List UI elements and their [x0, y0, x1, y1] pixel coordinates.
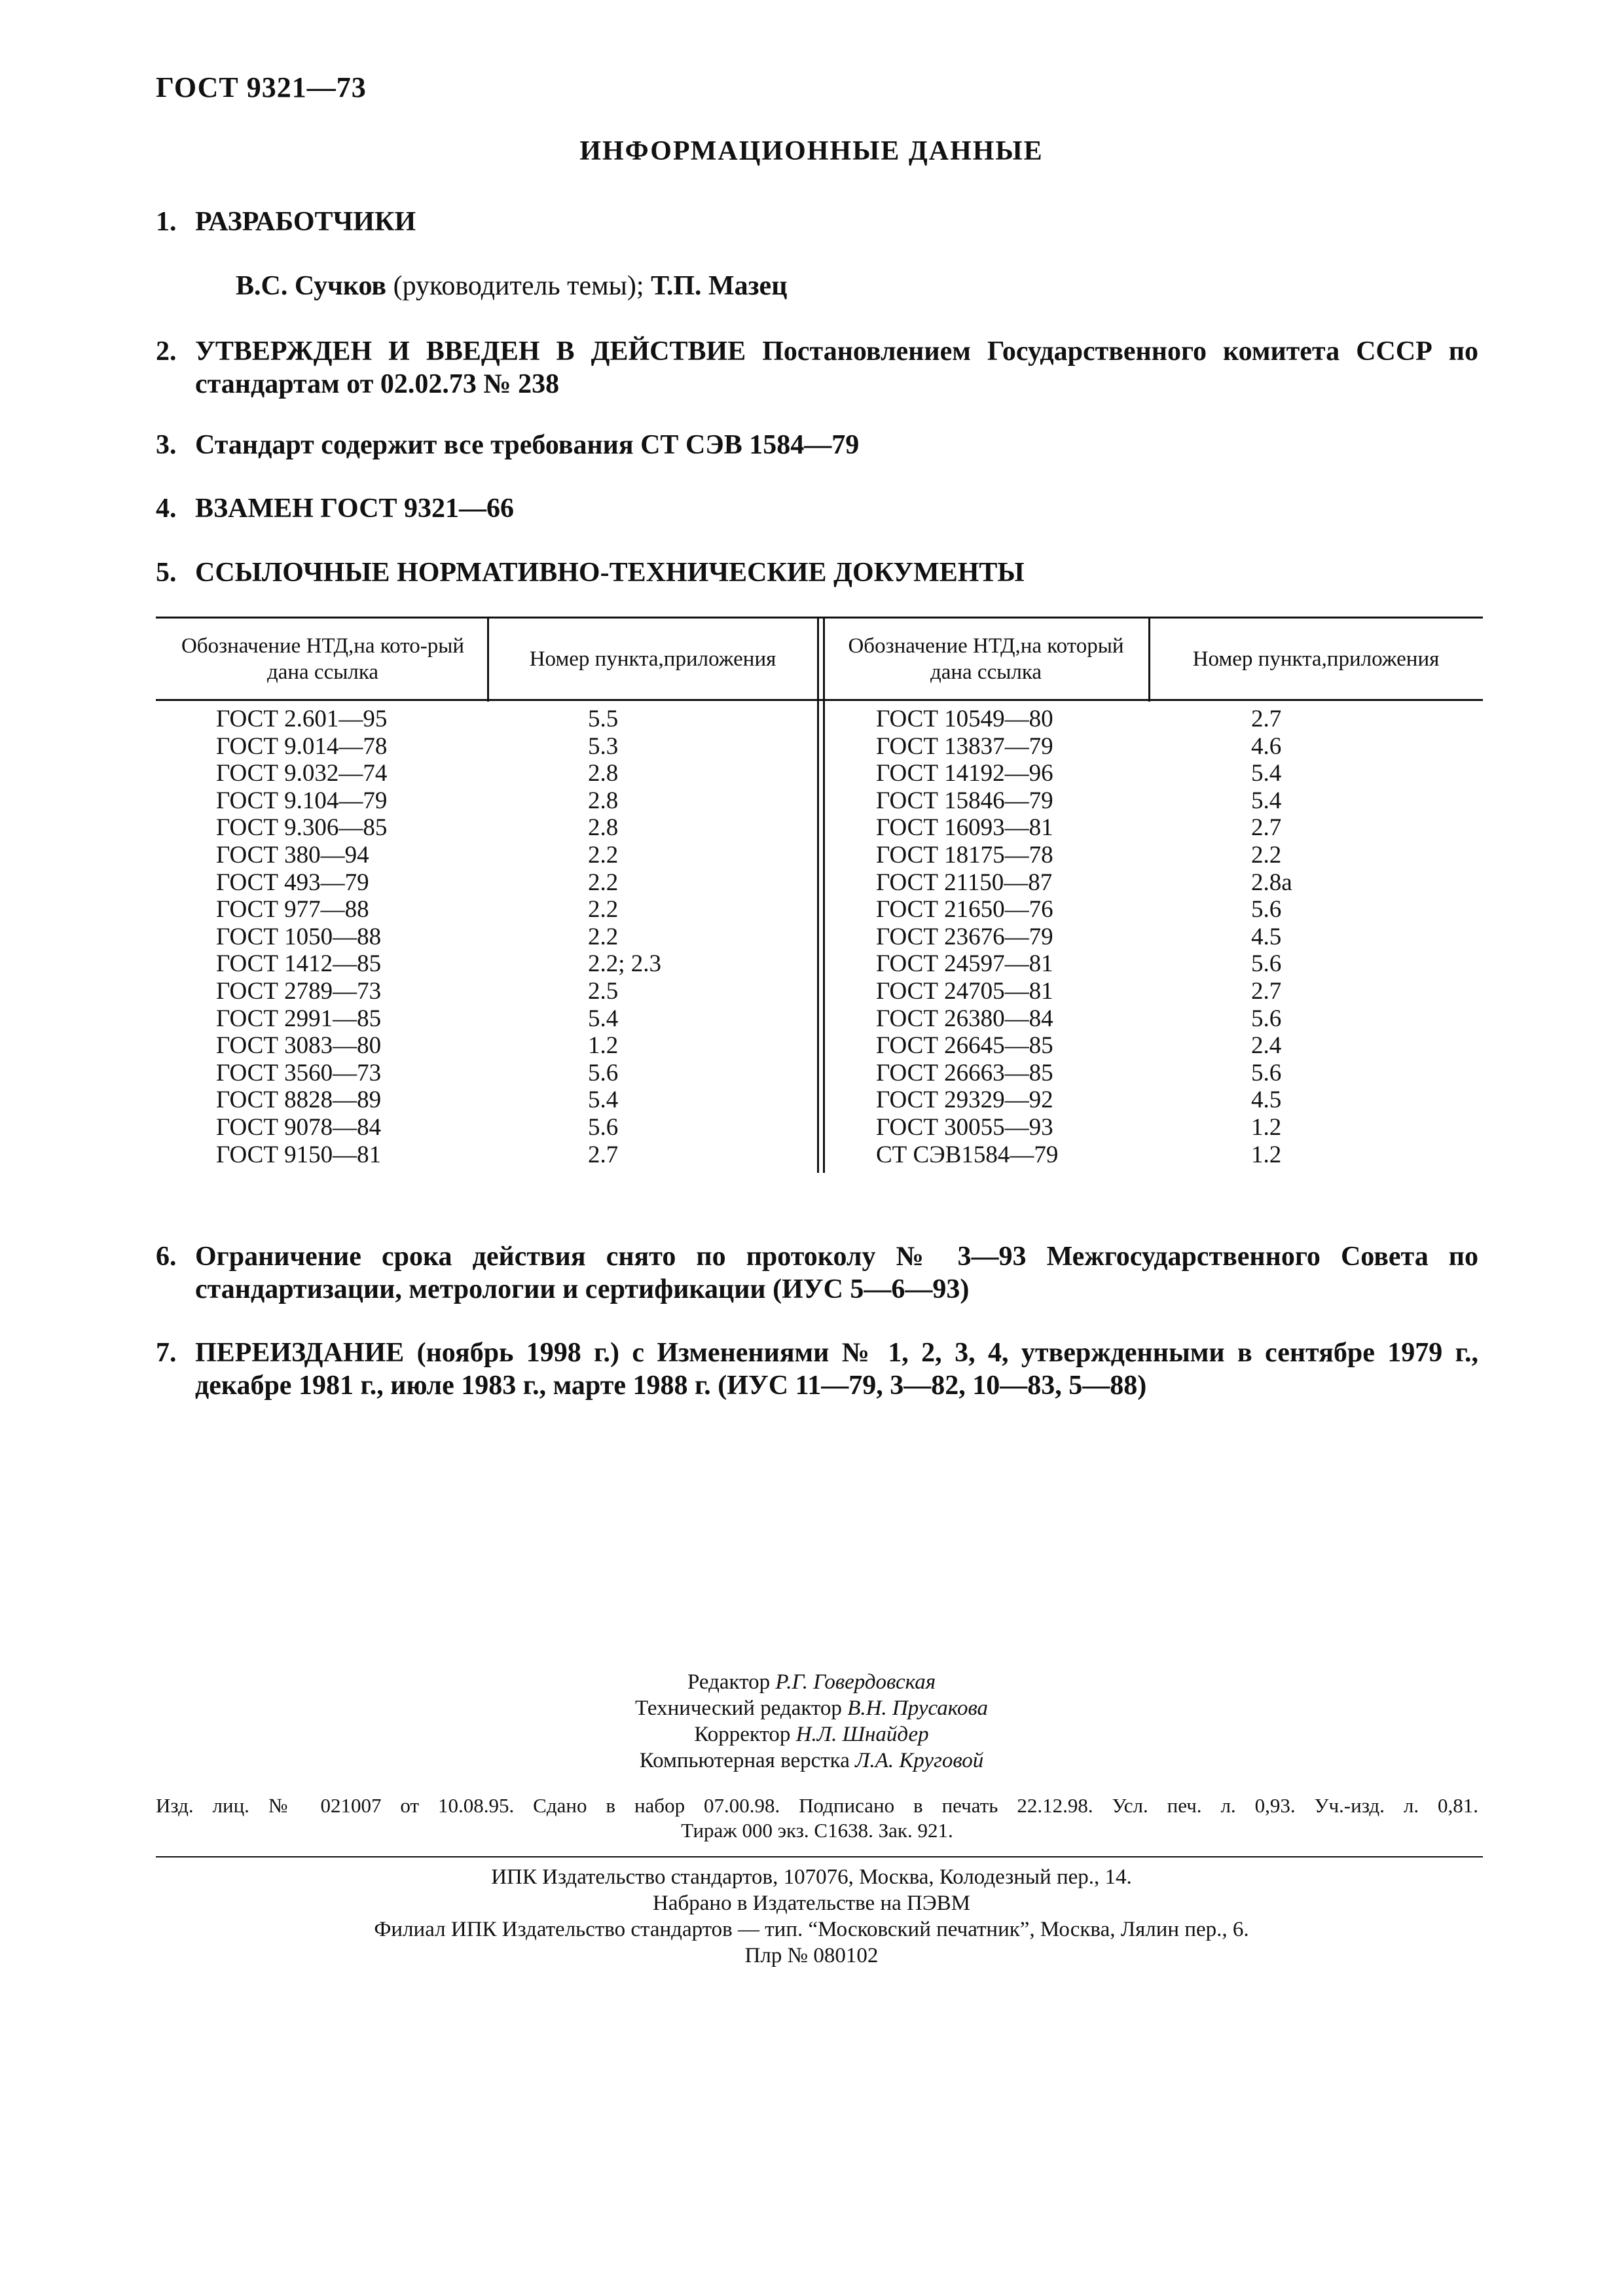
publisher-line: Плр № 080102: [744, 1944, 879, 1967]
table-header-cell: Номер пункта,приложения: [529, 647, 776, 671]
developer-name: Т.П. Мазец: [651, 271, 788, 301]
table-cell-doc: ГОСТ 9078—84: [216, 1113, 382, 1141]
imprint-line: Изд. лиц. № 021007 от 10.08.95. Сдано в набор 07.00.98. Подписано в печать 22.12.98. Усл. печ. л. 0,93. Уч.-изд. л. 0,81.: [156, 1794, 1478, 1817]
table-column-right-docs: [876, 706, 1058, 1168]
table-cell-doc: ГОСТ 26663—85: [876, 1059, 1053, 1086]
table-column-right-items: [1251, 706, 1292, 1168]
credit-name: Н.Л. Шнайдер: [795, 1723, 929, 1746]
table-cell-item: 5.5: [588, 706, 619, 732]
credit-layout: [0, 1748, 1623, 1774]
section-developers: [156, 206, 1478, 238]
table-cell-doc: ГОСТ 16093—81: [876, 814, 1053, 842]
credit-label: Компьютерная верстка: [639, 1749, 856, 1772]
table-cell-item: 4.5: [1251, 1086, 1282, 1114]
table-cell-doc: ГОСТ 24705—81: [876, 977, 1053, 1005]
table-cell-doc: ГОСТ 10549—80: [876, 706, 1053, 732]
table-cell-item: 5.4: [588, 1086, 619, 1114]
editorial-credits: [0, 1669, 1623, 1774]
references-table: [156, 617, 1483, 1173]
table-cell-item: 1.2: [1251, 1141, 1282, 1168]
table-cell-item: 5.6: [1251, 950, 1282, 978]
table-cell-doc: ГОСТ 8828—89: [216, 1086, 382, 1114]
table-cell-item: 2.8а: [1251, 869, 1292, 896]
table-cell-doc: ГОСТ 493—79: [216, 869, 369, 896]
table-cell-doc: ГОСТ 26645—85: [876, 1032, 1053, 1060]
table-cell-doc: ГОСТ 2789—73: [216, 977, 382, 1005]
table-cell-item: 4.6: [1251, 732, 1282, 760]
table-header-rule: [156, 699, 1483, 701]
section-number: 7.: [156, 1338, 177, 1368]
publisher-info: [0, 1864, 1623, 1969]
imprint-line: Тираж 000 экз. С1638. Зак. 921.: [681, 1819, 953, 1842]
table-cell-doc: ГОСТ 21650—76: [876, 896, 1053, 924]
column-divider-double: [817, 617, 819, 1173]
section-references: [156, 556, 1478, 589]
table-cell-doc: ГОСТ 30055—93: [876, 1113, 1053, 1141]
section-number: 3.: [156, 430, 177, 460]
table-cell-item: 2.2: [588, 869, 619, 896]
table-cell-item: 2.8: [588, 787, 619, 814]
section-text: Стандарт содержит все требования СТ СЭВ 1584—79: [195, 430, 860, 460]
table-cell-doc: ГОСТ 9.032—74: [216, 760, 388, 787]
table-cell-item: 2.7: [1251, 814, 1282, 842]
table-cell-item: 1.2: [1251, 1113, 1282, 1141]
table-cell-item: 2.2; 2.3: [588, 950, 662, 978]
table-cell-item: 5.6: [588, 1113, 619, 1141]
table-cell-item: 2.2: [588, 923, 619, 950]
section-number: 5.: [156, 558, 177, 588]
table-cell-doc: ГОСТ 14192—96: [876, 760, 1053, 787]
credit-label: Редактор: [687, 1670, 776, 1694]
table-cell-item: 5.6: [1251, 1005, 1282, 1032]
credit-label: Корректор: [694, 1723, 796, 1746]
section-text: УТВЕРЖДЕН И ВВЕДЕН В ДЕЙСТВИЕ Постановлением Государственного комитета СССР по стандартам от 02.02.73 № 238: [195, 336, 1478, 399]
table-column-left-items: [588, 706, 661, 1168]
table-column-left-docs: [216, 706, 387, 1168]
table-cell-doc: ГОСТ 9.306—85: [216, 814, 388, 842]
table-cell-item: 2.2: [1251, 841, 1282, 869]
table-cell-doc: СТ СЭВ1584—79: [876, 1141, 1059, 1168]
publisher-line: Набрано в Издательстве на ПЭВМ: [653, 1892, 970, 1915]
footer-rule: [156, 1856, 1483, 1857]
credit-proofreader: [0, 1721, 1623, 1748]
credit-editor: [0, 1669, 1623, 1695]
section-term-limit: [156, 1240, 1478, 1306]
table-cell-item: 2.4: [1251, 1032, 1282, 1060]
table-cell-item: 2.8: [588, 814, 619, 842]
publisher-line: Филиал ИПК Издательство стандартов — тип. “Московский печатник”, Москва, Лялин пер., 6.: [374, 1918, 1249, 1941]
section-reissue: [156, 1336, 1478, 1402]
section-heading: ССЫЛОЧНЫЕ НОРМАТИВНО-ТЕХНИЧЕСКИЕ ДОКУМЕНТЫ: [195, 558, 1025, 588]
table-cell-doc: ГОСТ 24597—81: [876, 950, 1053, 978]
section-number: 1.: [156, 207, 177, 237]
credit-name: В.Н. Прусакова: [847, 1696, 989, 1720]
section-number: 6.: [156, 1242, 177, 1272]
column-divider-double: [823, 617, 825, 1173]
table-cell-doc: ГОСТ 15846—79: [876, 787, 1053, 814]
table-cell-doc: ГОСТ 1050—88: [216, 923, 382, 950]
section-approved: [156, 335, 1478, 401]
table-cell-doc: ГОСТ 29329—92: [876, 1086, 1053, 1114]
table-cell-item: 5.4: [1251, 787, 1282, 814]
page-title: ИНФОРМАЦИОННЫЕ ДАННЫЕ: [579, 136, 1044, 166]
table-cell-doc: ГОСТ 9150—81: [216, 1141, 382, 1168]
developer-role: (руководитель темы);: [386, 271, 651, 301]
section-number: 2.: [156, 336, 177, 367]
section-text: ПЕРЕИЗДАНИЕ (ноябрь 1998 г.) с Изменениями № 1, 2, 3, 4, утвержденными в сентябре 1979 г., декабре 1981 г., июле 1983 г., марте 1988 г. (ИУС 11—79, 3—82, 10—83, 5—88): [195, 1338, 1478, 1401]
table-cell-item: 2.5: [588, 977, 619, 1005]
section-number: 4.: [156, 493, 177, 524]
table-cell-doc: ГОСТ 13837—79: [876, 732, 1053, 760]
table-cell-doc: ГОСТ 977—88: [216, 896, 369, 924]
table-cell-doc: ГОСТ 21150—87: [876, 869, 1053, 896]
section-requirements: [156, 429, 1478, 461]
section-replaces: [156, 492, 1478, 525]
table-cell-item: 2.8: [588, 760, 619, 787]
table-cell-doc: ГОСТ 380—94: [216, 841, 369, 869]
table-cell-item: 1.2: [588, 1032, 619, 1060]
document-code: ГОСТ 9321—73: [156, 71, 367, 103]
credit-name: Р.Г. Говердовская: [775, 1670, 936, 1694]
table-cell-item: 2.7: [1251, 706, 1282, 732]
table-cell-doc: ГОСТ 26380—84: [876, 1005, 1053, 1032]
table-cell-doc: ГОСТ 2991—85: [216, 1005, 382, 1032]
table-cell-doc: ГОСТ 1412—85: [216, 950, 382, 978]
table-cell-item: 5.3: [588, 732, 619, 760]
table-cell-item: 2.2: [588, 841, 619, 869]
table-cell-item: 5.4: [1251, 760, 1282, 787]
table-cell-doc: ГОСТ 2.601—95: [216, 706, 388, 732]
table-cell-doc: ГОСТ 23676—79: [876, 923, 1053, 950]
table-header-cell: Обозначение НТД,на который дана ссылка: [848, 634, 1124, 684]
column-divider: [1148, 617, 1150, 702]
credit-name: Л.А. Круговой: [855, 1749, 984, 1772]
publisher-line: ИПК Издательство стандартов, 107076, Москва, Колодезный пер., 14.: [491, 1865, 1132, 1889]
table-cell-item: 5.6: [1251, 896, 1282, 924]
column-divider: [487, 617, 489, 702]
table-cell-item: 2.2: [588, 896, 619, 924]
table-cell-doc: ГОСТ 18175—78: [876, 841, 1053, 869]
credit-label: Технический редактор: [634, 1696, 848, 1720]
table-cell-item: 2.7: [588, 1141, 619, 1168]
credit-tech-editor: [0, 1695, 1623, 1721]
developers-list: [236, 270, 787, 302]
table-cell-doc: ГОСТ 3560—73: [216, 1059, 382, 1086]
imprint-block: [156, 1793, 1478, 1843]
table-cell-item: 2.7: [1251, 977, 1282, 1005]
section-heading: РАЗРАБОТЧИКИ: [195, 207, 416, 237]
table-cell-doc: ГОСТ 9.014—78: [216, 732, 388, 760]
table-cell-doc: ГОСТ 3083—80: [216, 1032, 382, 1060]
table-cell-doc: ГОСТ 9.104—79: [216, 787, 388, 814]
section-text: Ограничение срока действия снято по протоколу № 3—93 Межгосударственного Совета по стандартизации, метрологии и сертификации (ИУС 5—6—93): [195, 1242, 1478, 1304]
table-cell-item: 5.6: [1251, 1059, 1282, 1086]
table-header-cell: Обозначение НТД,на кото-рый дана ссылка: [181, 634, 465, 684]
table-header-cell: Номер пункта,приложения: [1192, 647, 1440, 671]
table-cell-item: 4.5: [1251, 923, 1282, 950]
developer-name: В.С. Сучков: [236, 271, 387, 301]
table-cell-item: 5.4: [588, 1005, 619, 1032]
section-text: ВЗАМЕН ГОСТ 9321—66: [195, 493, 515, 524]
table-cell-item: 5.6: [588, 1059, 619, 1086]
